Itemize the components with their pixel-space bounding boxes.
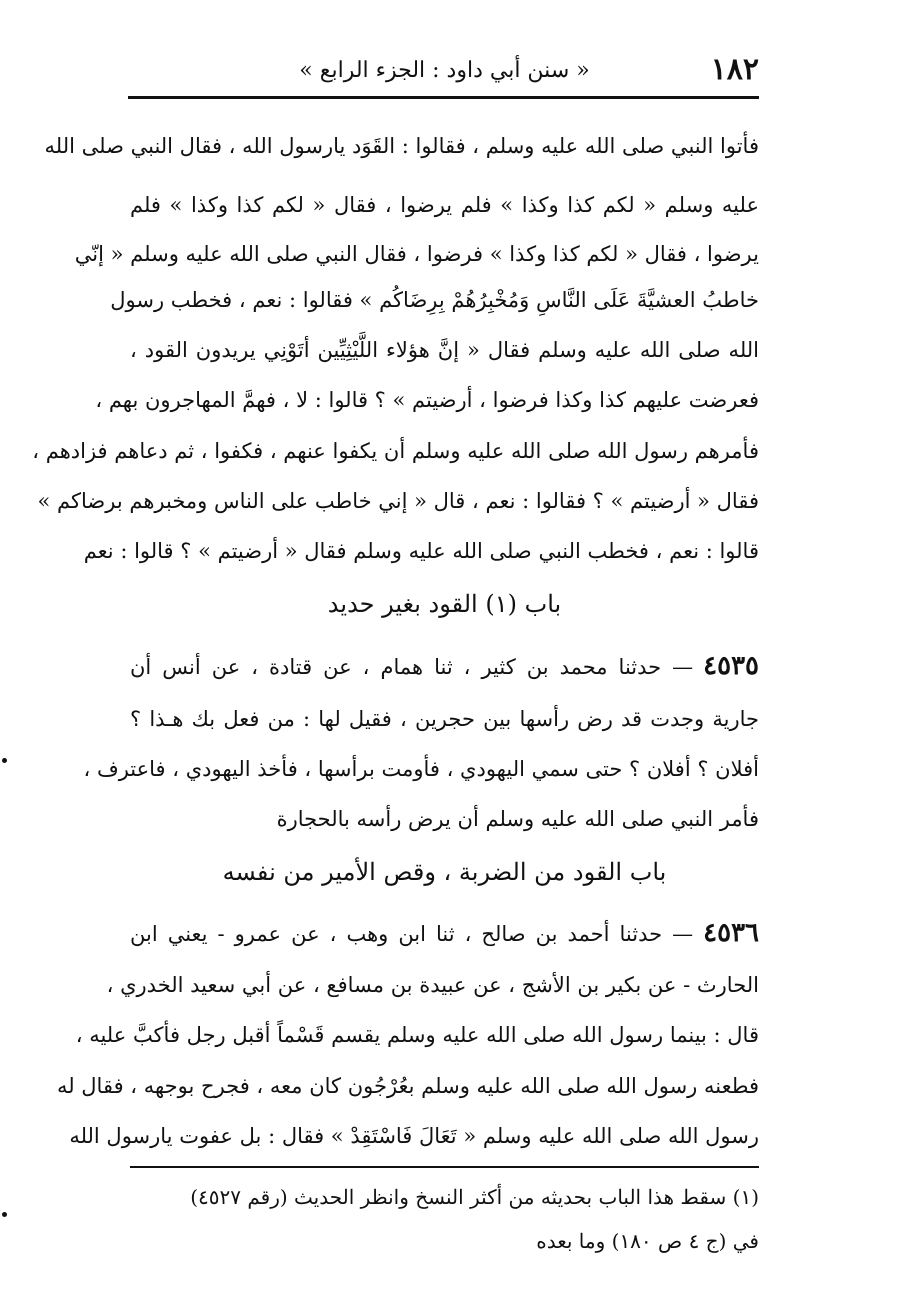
body-line: فقال « أرضيتم » ؟ فقالوا : نعم ، قال « إني خاطب على الناس ومخبرهم برضاكم » bbox=[37, 489, 759, 513]
hadith-number: ٤٥٣٦ bbox=[703, 918, 759, 948]
running-title: « سنن أبي داود : الجزء الرابع » bbox=[299, 58, 590, 83]
footnote-rule bbox=[130, 1166, 759, 1168]
body-line: قالوا : نعم ، فخطب النبي صلى الله عليه وسلم فقال « أرضيتم » ؟ قالوا : نعم bbox=[83, 539, 759, 563]
page-number: ١٨٢ bbox=[710, 52, 759, 87]
body-line: قال : بينما رسول الله صلى الله عليه وسلم يقسم قَسْماً أقبل رجل فأكبَّ عليه ، bbox=[75, 1023, 759, 1047]
body-line: جارية وجدت قد رض رأسها بين حجرين ، فقيل لها : من فعل بك هـذا ؟ bbox=[130, 707, 759, 731]
body-line: الحارث - عن بكير بن الأشج ، عن عبيدة بن مسافع ، عن أبي سعيد الخدري ، bbox=[106, 973, 759, 997]
chapter-heading: باب القود من الضربة ، وقص الأمير من نفسه bbox=[222, 858, 667, 886]
hadith-text: — حدثنا محمد بن كثير ، ثنا همام ، عن قتادة ، عن أنس أن bbox=[130, 655, 694, 679]
hadith-first-line bbox=[130, 919, 759, 948]
body-line: الله صلى الله عليه وسلم فقال « إنَّ هؤلاء اللَّيْثِيِّين أتَوْنِي يريدون القود ، bbox=[130, 338, 759, 362]
body-line: فطعنه رسول الله صلى الله عليه وسلم بعُرْجُون كان معه ، فجرح بوجهه ، فقال له bbox=[56, 1074, 759, 1098]
body-line: فأتوا النبي صلى الله عليه وسلم ، فقالوا : القَوَد يارسول الله ، فقال النبي صلى الله bbox=[44, 134, 759, 158]
body-line: أفلان ؟ أفلان ؟ حتى سمي اليهودي ، فأومت برأسها ، فأخذ اليهودي ، فاعترف ، bbox=[83, 757, 759, 781]
chapter-heading: باب (١) القود بغير حديد bbox=[327, 590, 562, 618]
footnote-line: (١) سقط هذا الباب بحديثه من أكثر النسخ وانظر الحديث (رقم ٤٥٢٧) bbox=[190, 1185, 759, 1209]
margin-mark bbox=[2, 1212, 7, 1217]
hadith-first-line bbox=[130, 652, 759, 681]
body-line: فأمر النبي صلى الله عليه وسلم أن يرض رأسه بالحجارة bbox=[276, 807, 759, 831]
footnote-line: في (ج ٤ ص ١٨٠) وما بعده bbox=[536, 1229, 759, 1253]
margin-mark bbox=[2, 758, 7, 763]
body-line: رسول الله صلى الله عليه وسلم « تَعَالَ فَاسْتَقِدْ » فقال : بل عفوت يارسول الله bbox=[69, 1124, 759, 1148]
body-line: عليه وسلم « لكم كذا وكذا » فلم يرضوا ، فقال « لكم كذا وكذا » فلم bbox=[130, 193, 759, 217]
page-header bbox=[130, 52, 759, 92]
body-line: فأمرهم رسول الله صلى الله عليه وسلم أن يكفوا عنهم ، فكفوا ، ثم دعاهم فزادهم ، bbox=[32, 439, 759, 463]
hadith-number: ٤٥٣٥ bbox=[703, 651, 759, 681]
body-line: يرضوا ، فقال « لكم كذا وكذا » فرضوا ، فقال النبي صلى الله عليه وسلم « إنّي bbox=[74, 242, 759, 266]
hadith-text: — حدثنا أحمد بن صالح ، ثنا ابن وهب ، عن عمرو - يعني ابن bbox=[130, 922, 694, 946]
header-rule bbox=[128, 96, 759, 99]
body-line: فعرضت عليهم كذا وكذا فرضوا ، أرضيتم » ؟ قالوا : لا ، فهمَّ المهاجرون بهم ، bbox=[95, 388, 759, 412]
body-line: خاطبُ العشيَّةَ عَلَى النَّاسِ وَمُخْبِرُهُمْ بِرِضَاكُم » فقالوا : نعم ، فخطب رسول bbox=[110, 288, 759, 312]
